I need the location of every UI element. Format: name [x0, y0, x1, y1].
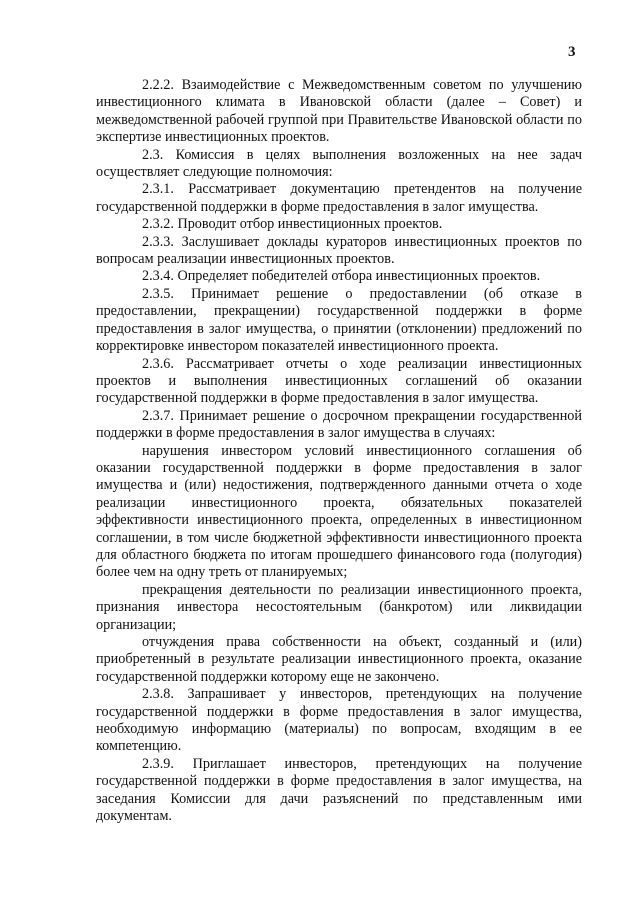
paragraph-2-3: 2.3. Комиссия в целях выполнения возложенных на нее задач осуществляет следующие полномочия:: [96, 146, 582, 181]
paragraph-2-3-7: 2.3.7. Принимает решение о досрочном прекращении государственной поддержки в форме предоставления в залог имущества в случаях:: [96, 407, 582, 442]
document-body: [96, 77, 582, 825]
paragraph-2-3-4: 2.3.4. Определяет победителей отбора инвестиционных проектов.: [142, 268, 541, 285]
paragraph-2-3-2: 2.3.2. Проводит отбор инвестиционных проектов.: [142, 216, 443, 233]
page-number: 3: [568, 44, 576, 60]
paragraph-2-3-5: 2.3.5. Принимает решение о предоставлении (об отказе в предоставлении, прекращении) государственной поддержки в форме предоставления в залог имущества, о принятии (отклонении) предложений по корректировке инвестором показателей инвестиционного проекта.: [96, 285, 582, 355]
paragraph-2-3-1: 2.3.1. Рассматривает документацию претендентов на получение государственной поддержки в форме предоставления в залог имущества.: [96, 181, 582, 215]
paragraph-2-3-3: 2.3.3. Заслушивает доклады кураторов инвестиционных проектов по вопросам реализации инвестиционных проектов.: [96, 233, 582, 268]
case-termination: прекращения деятельности по реализации инвестиционного проекта, признания инвестора несостоятельным (банкротом) или ликвидации организации;: [96, 581, 582, 633]
paragraph-2-3-9: 2.3.9. Приглашает инвесторов, претендующих на получение государственной поддержки в форме предоставления в залог имущества, на заседания Комиссии для дачи разъяснений по представленным ими документам.: [96, 755, 582, 825]
paragraph-2-2-2: 2.2.2. Взаимодействие с Межведомственным советом по улучшению инвестиционного климата в Ивановской области (далее – Совет) и межведомственной рабочей группой при Правительстве Ивановской области по экспертизе инвестиционных проектов.: [96, 77, 582, 146]
case-alienation: отчуждения права собственности на объект, созданный и (или) приобретенный в результате реализации инвестиционного проекта, оказание государственной поддержки которому еще не закончено.: [96, 634, 582, 685]
paragraph-2-3-6: 2.3.6. Рассматривает отчеты о ходе реализации инвестиционных проектов и выполнения инвестиционных соглашений об оказании государственной поддержки в форме предоставления в залог имущества.: [96, 355, 582, 407]
case-violation: нарушения инвестором условий инвестиционного соглашения об оказании государственной поддержки в форме предоставления в залог имущества и (или) недостижения, подтвержденного данными отчета о ходе реализации инвестиционного проекта, обязательных показателей эффективности инвестиционного проекта, определенных в инвестиционном соглашении, в том числе бюджетной эффективности инвестиционного проекта для областного бюджета по итогам прошедшего финансового года (полугодия) более чем на одну треть от планируемых;: [96, 442, 582, 581]
paragraph-2-3-8: 2.3.8. Запрашивает у инвесторов, претендующих на получение государственной поддержки в форме предоставления в залог имущества, необходимую информацию (материалы) по вопросам, входящим в ее компетенцию.: [96, 686, 582, 755]
